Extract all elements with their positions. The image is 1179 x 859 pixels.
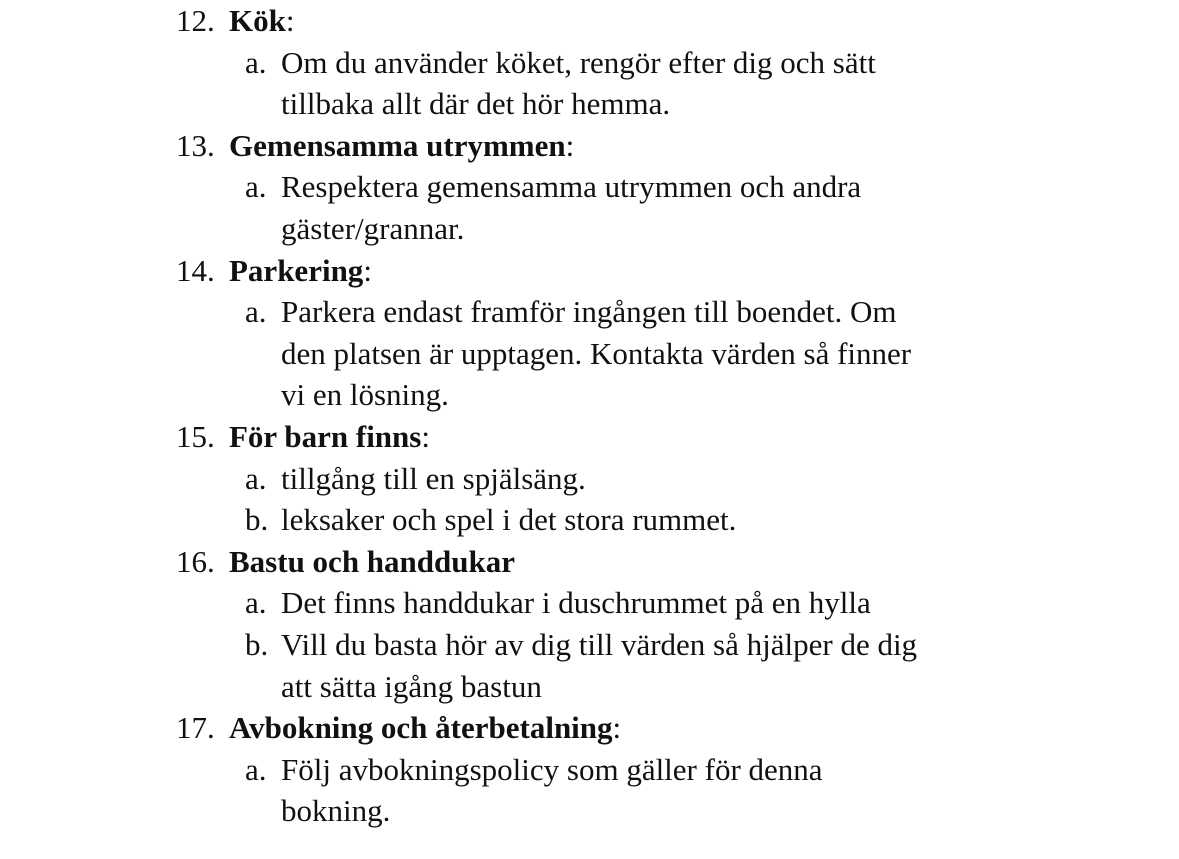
rule-title: För barn finns [229, 418, 422, 454]
rule-number: 17. [176, 710, 215, 746]
rule-number: 13. [176, 127, 215, 163]
rule-item-14 [0, 250, 1179, 416]
sub-item-text: tillgång till en spjälsäng. [281, 460, 586, 496]
rule-item-13 [0, 125, 1179, 250]
sub-item-letter: a. [245, 294, 267, 330]
rule-heading [0, 250, 1179, 292]
sub-item [0, 166, 1179, 249]
sub-item-letter: b. [245, 626, 269, 662]
rule-item-12 [0, 0, 1179, 125]
rule-number: 12. [176, 3, 215, 38]
sub-item [0, 291, 1179, 416]
sub-item-text: Parkera endast framför ingången till boendet. Om den platsen är upptagen. Kontakta värden så finner vi en lösning. [281, 294, 912, 413]
sub-item-text: Respektera gemensamma utrymmen och andra gäster/grannar. [281, 169, 862, 246]
rule-item-17 [0, 707, 1179, 832]
rule-title: Kök [229, 3, 286, 38]
sub-item-text: Det finns handdukar i duschrummet på en hylla [281, 585, 871, 621]
rule-title: Gemensamma utrymmen [229, 127, 566, 163]
rule-title-suffix: : [612, 710, 622, 746]
sub-item-letter: a. [245, 169, 267, 205]
sub-item [0, 499, 1179, 541]
rule-heading [0, 707, 1179, 749]
sub-item-text: leksaker och spel i det stora rummet. [281, 502, 737, 538]
rule-number: 16. [176, 543, 215, 579]
rule-number: 14. [176, 252, 215, 288]
sub-item-text: Följ avbokningspolicy som gäller för denna bokning. [281, 751, 823, 829]
rule-title-suffix: : [421, 418, 430, 454]
sub-item-letter: b. [245, 502, 269, 538]
rule-title-suffix: : [285, 3, 295, 38]
sub-item [0, 458, 1179, 500]
sub-item [0, 582, 1179, 624]
rule-item-15 [0, 416, 1179, 541]
sub-item [0, 42, 1179, 125]
sub-item-letter: a. [245, 44, 267, 80]
sub-item [0, 749, 1179, 832]
rule-title-suffix: : [363, 252, 372, 288]
rule-title: Parkering [229, 252, 364, 288]
rule-title-suffix: : [565, 127, 575, 163]
rule-number: 15. [176, 418, 215, 454]
sub-item-text: Om du använder köket, rengör efter dig och sätt tillbaka allt där det hör hemma. [281, 44, 876, 122]
sub-item-letter: a. [245, 460, 267, 496]
rule-title: Avbokning och återbetalning [229, 710, 613, 746]
rule-item-16 [0, 541, 1179, 707]
rule-heading [0, 416, 1179, 458]
sub-item-letter: a. [245, 585, 267, 621]
sub-item-text: Vill du basta hör av dig till värden så hjälper de dig att sätta igång bastun [281, 626, 918, 704]
sub-item-letter: a. [245, 751, 267, 787]
rule-heading [0, 125, 1179, 167]
rule-heading [0, 0, 1179, 42]
rule-heading [0, 541, 1179, 583]
sub-item [0, 624, 1179, 707]
rule-title: Bastu och handdukar [229, 543, 516, 579]
